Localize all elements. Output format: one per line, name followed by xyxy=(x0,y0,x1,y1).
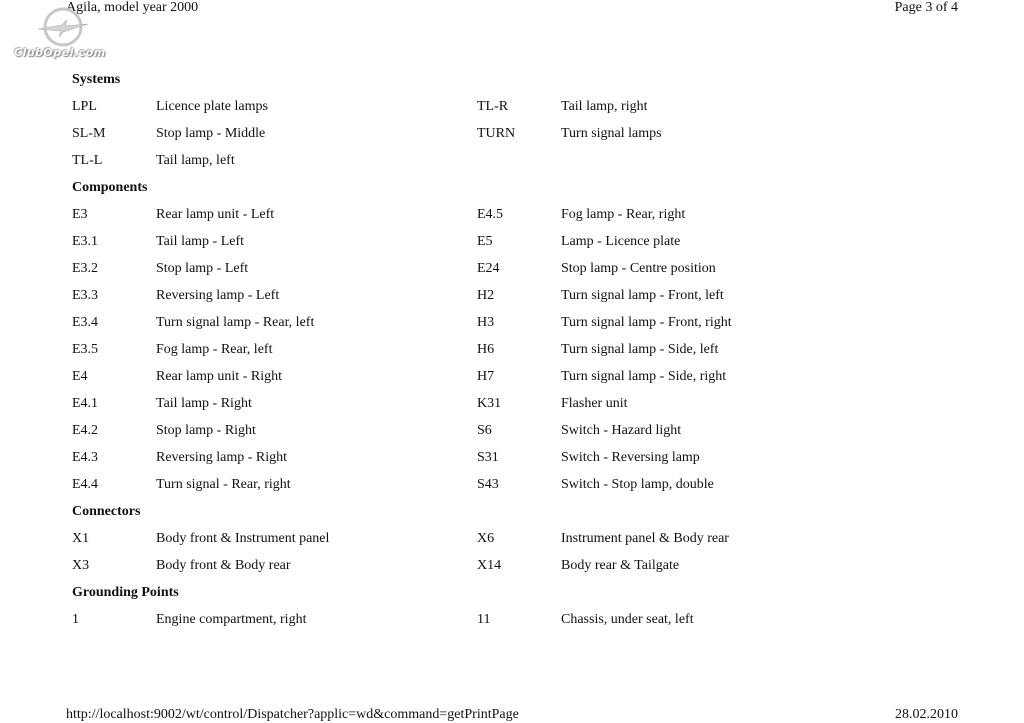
section-title: Components xyxy=(72,180,148,195)
desc-left: Engine compartment, right xyxy=(156,612,307,627)
code-left: E3.3 xyxy=(72,288,99,303)
desc-left: Stop lamp - Middle xyxy=(156,126,266,141)
legend-row xyxy=(72,444,972,471)
code-right: H3 xyxy=(477,315,495,330)
desc-right: Turn signal lamp - Front, left xyxy=(561,288,724,303)
legend-row xyxy=(72,201,972,228)
code-left: E4.3 xyxy=(72,450,99,465)
code-left: E3.2 xyxy=(72,261,99,276)
legend-row xyxy=(72,93,972,120)
desc-right: Body rear & Tailgate xyxy=(561,558,680,573)
desc-right: Lamp - Licence plate xyxy=(561,234,681,249)
desc-right: Stop lamp - Centre position xyxy=(561,261,716,276)
code-right: S6 xyxy=(477,423,492,438)
section-title: Connectors xyxy=(72,504,141,519)
legend-row xyxy=(72,282,972,309)
code-right: K31 xyxy=(477,396,502,411)
desc-right: Switch - Reversing lamp xyxy=(561,450,700,465)
code-left: TL-L xyxy=(72,153,103,168)
legend-row xyxy=(72,120,972,147)
desc-left: Tail lamp, left xyxy=(156,153,235,168)
legend-row xyxy=(72,309,972,336)
desc-left: Body front & Instrument panel xyxy=(156,531,330,546)
document-title: Agila, model year 2000 xyxy=(66,0,199,15)
code-left: SL-M xyxy=(72,126,106,141)
footer-url: http://localhost:9002/wt/control/Dispatcher?applic=wd&command=getPrintPage xyxy=(66,707,519,722)
code-left: E4 xyxy=(72,369,88,384)
desc-left: Licence plate lamps xyxy=(156,99,268,114)
desc-right: Turn signal lamp - Front, right xyxy=(561,315,732,330)
code-right: H6 xyxy=(477,342,495,357)
section-title: Grounding Points xyxy=(72,585,179,600)
code-right: TURN xyxy=(477,126,516,141)
desc-left: Stop lamp - Right xyxy=(156,423,256,438)
legend-row xyxy=(72,417,972,444)
code-right: S43 xyxy=(477,477,499,492)
code-left: E4.1 xyxy=(72,396,99,411)
code-right: E4.5 xyxy=(477,207,504,222)
code-right: E5 xyxy=(477,234,493,249)
code-right: H2 xyxy=(477,288,495,303)
legend-row xyxy=(72,363,972,390)
desc-left: Tail lamp - Left xyxy=(156,234,245,249)
legend-row xyxy=(72,606,972,633)
legend-row xyxy=(72,228,972,255)
code-right: H7 xyxy=(477,369,495,384)
desc-left: Rear lamp unit - Left xyxy=(156,207,275,222)
desc-left: Stop lamp - Left xyxy=(156,261,249,276)
code-left: E3.4 xyxy=(72,315,99,330)
code-left: LPL xyxy=(72,99,97,114)
legend-row xyxy=(72,255,972,282)
code-left: 1 xyxy=(72,612,79,627)
footer-date: 28.02.2010 xyxy=(895,707,958,722)
desc-right: Fog lamp - Rear, right xyxy=(561,207,686,222)
desc-right: Tail lamp, right xyxy=(561,99,648,114)
code-right: E24 xyxy=(477,261,500,276)
code-right: 11 xyxy=(477,612,491,627)
legend-row xyxy=(72,390,972,417)
section-title: Systems xyxy=(72,72,121,87)
legend-row xyxy=(72,147,972,174)
legend-row xyxy=(72,552,972,579)
desc-right: Turn signal lamps xyxy=(561,126,662,141)
desc-left: Reversing lamp - Left xyxy=(156,288,280,303)
desc-left: Body front & Body rear xyxy=(156,558,291,573)
clubopel-logo xyxy=(14,6,114,62)
desc-right: Flasher unit xyxy=(561,396,628,411)
desc-right: Switch - Stop lamp, double xyxy=(561,477,714,492)
code-right: S31 xyxy=(477,450,499,465)
code-left: E3.1 xyxy=(72,234,99,249)
code-right: X14 xyxy=(477,558,502,573)
code-left: X3 xyxy=(72,558,90,573)
desc-left: Fog lamp - Rear, left xyxy=(156,342,273,357)
desc-right: Turn signal lamp - Side, left xyxy=(561,342,719,357)
code-right: TL-R xyxy=(477,99,509,114)
desc-left: Turn signal lamp - Rear, left xyxy=(156,315,315,330)
code-left: E4.4 xyxy=(72,477,99,492)
page-number: Page 3 of 4 xyxy=(894,0,958,15)
code-left: E3 xyxy=(72,207,88,222)
logo-text: ClubOpel.com xyxy=(14,46,106,59)
code-right: X6 xyxy=(477,531,495,546)
code-left: E4.2 xyxy=(72,423,99,438)
desc-right: Turn signal lamp - Side, right xyxy=(561,369,727,384)
desc-left: Tail lamp - Right xyxy=(156,396,252,411)
desc-left: Rear lamp unit - Right xyxy=(156,369,282,384)
desc-left: Reversing lamp - Right xyxy=(156,450,288,465)
legend-row xyxy=(72,336,972,363)
desc-left: Turn signal - Rear, right xyxy=(156,477,291,492)
legend-row xyxy=(72,471,972,498)
legend-row xyxy=(72,525,972,552)
desc-right: Chassis, under seat, left xyxy=(561,612,694,627)
legend-content xyxy=(72,66,972,633)
desc-right: Instrument panel & Body rear xyxy=(561,531,729,546)
code-left: E3.5 xyxy=(72,342,99,357)
code-left: X1 xyxy=(72,531,90,546)
opel-emblem-icon xyxy=(32,6,94,48)
desc-right: Switch - Hazard light xyxy=(561,423,682,438)
